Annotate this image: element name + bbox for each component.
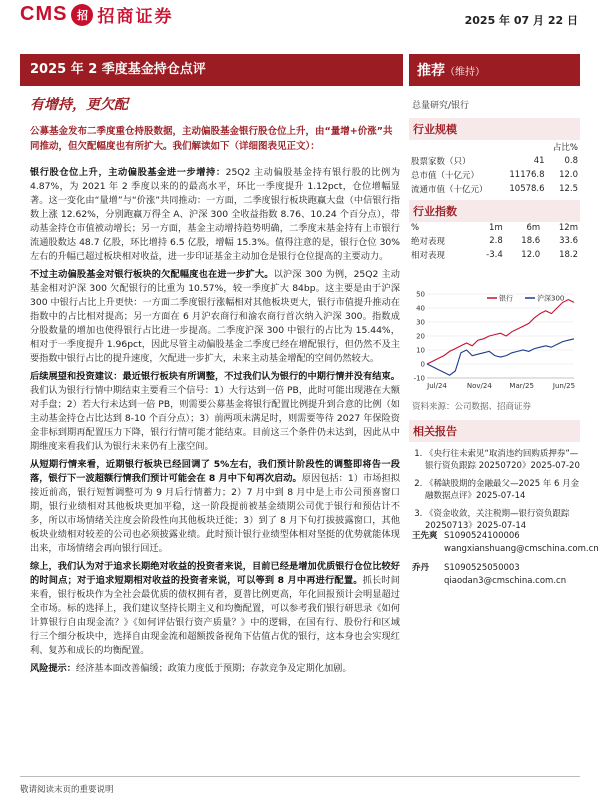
- row-label: 相对表现: [411, 251, 446, 261]
- row-value: 12.0: [521, 250, 541, 260]
- paragraph-text: 原因包括：1）市场担拟接近前高，银行短暂调整可为 9 月后行情蓄力；2）7 月中到 8 月中是上市公司预喜窗口期，银行业绩相对其他板块更加平稳，这一阶段提前被基金绩期公司优于银行和预估计不多，所以市场情绪关注度会阶段性向其他板块迁徙；3）到了 8 月下旬打拔披露窗口，其他板块业绩相对较差的公司也必须披露业绩。此时预计银行业绩型体相对坚挺的优势就能体现出来，市场情绪会再向银行回迁。: [30, 473, 400, 554]
- x-tick-label: Mar/25: [509, 382, 534, 390]
- index-chart: [409, 286, 580, 398]
- related-item[interactable]: 1. 《央行往未索见“取消违约回购质押券”—银行资负跟踪 20250720》2025-07-20: [425, 448, 580, 472]
- risk-text: 经济基本面改善偏缓；政策力度低于预期；存款竞争及定期化加剧。: [75, 663, 352, 674]
- row-value: 11176.8: [509, 170, 545, 180]
- col-header: %: [411, 223, 420, 233]
- y-tick-label: 0: [420, 360, 425, 369]
- row-label: 流通市值（十亿元）: [411, 185, 488, 195]
- cms-logo: [20, 2, 173, 27]
- analyst-id: S1090524100006: [444, 531, 520, 541]
- series-line-1: [427, 339, 574, 375]
- report-title: 2025 年 2 季度基金持仓点评: [20, 54, 403, 86]
- paragraph-lead: 综上，我们认为对于追求长期绝对收益的投资者来说，目前已经是增加优质银行仓位比较好的时间点；对于追求短期相对收益的投资者来说，可以等到 8 月中再进行配置。: [30, 561, 400, 586]
- y-tick-label: 20: [416, 332, 425, 341]
- risk-note: [30, 662, 400, 676]
- y-tick-label: 30: [416, 318, 425, 327]
- analyst-block: [412, 530, 599, 588]
- paragraph-2: [30, 268, 400, 366]
- x-tick-label: Jul/24: [427, 382, 447, 390]
- analyst-email[interactable]: wangxianshuang@cmschina.com.cn: [444, 544, 599, 554]
- row-value: 18.2: [559, 250, 578, 260]
- row-label: 绝对表现: [411, 237, 446, 247]
- row-value: 18.6: [521, 236, 541, 246]
- logo-cn-text: 招商证券: [97, 7, 174, 27]
- x-tick-label: Jun/25: [552, 382, 576, 390]
- industry-index-heading: 行业指数: [409, 200, 580, 222]
- logo-cms-text: CMS: [20, 3, 68, 25]
- row-pct: 12.0: [559, 170, 578, 180]
- related-item[interactable]: 2. 《稀缺股期的金融最父—2025 年 6 月金融数据点评》2025-07-14: [425, 478, 580, 502]
- main-body: [30, 166, 400, 680]
- paragraph-4: [30, 458, 400, 556]
- paragraph-lead: 从短期行情来看，近期银行板块已经回调了 5%左右，我们预计阶段性的调整即将告一段落，银行下一波超额行情我们预计可能会在 8 月中下旬再次启动。: [30, 459, 400, 484]
- paragraph-lead: 后续展望和投资建议：最近银行板块有所调整，不过我们认为银行的中期行情并没有结束。: [30, 371, 400, 382]
- related-item[interactable]: 3. 《资金收敛，关注税期—银行资负跟踪 20250713》2025-07-14: [425, 508, 580, 532]
- logo-seal-icon: 招: [71, 4, 93, 26]
- sector-label: 总量研究/银行: [412, 101, 470, 111]
- col-header: 6m: [526, 223, 541, 233]
- report-date: 2025 年 07 月 22 日: [464, 14, 578, 27]
- footer-note: 敬请阅读末页的重要说明: [20, 776, 580, 795]
- row-value: 2.8: [489, 236, 503, 246]
- row-label: 股票家数（只）: [411, 157, 471, 167]
- row-pct: 12.5: [559, 184, 578, 194]
- y-tick-label: 40: [416, 304, 425, 313]
- related-list: [409, 448, 580, 532]
- y-tick-label: -10: [413, 374, 425, 383]
- abstract: 公募基金发布二季度重仓持股数据，主动偏股基金银行股仓位上升，由“量增+价涨”共同推动，但欠配幅度也有所扩大。我们解读如下（详细图表见正文）：: [30, 126, 393, 152]
- col-header: 1m: [489, 223, 503, 233]
- paragraph-lead: 不过主动偏股基金对银行板块的欠配幅度也在进一步扩大。: [30, 269, 274, 280]
- paragraph-lead: 银行股仓位上升，主动偏股基金进一步增持：: [30, 167, 226, 178]
- series-line-0: [427, 300, 574, 364]
- rating-box: [409, 54, 580, 86]
- row-value: 33.6: [559, 236, 578, 246]
- col-header: 12m: [558, 223, 578, 233]
- row-pct: 0.8: [564, 156, 578, 166]
- paragraph-text: 以沪深 300 为例，25Q2 主动基金相对沪深 300 欠配银行的比重为 10.57%，较一季度扩大 84bp。这主要是由于沪深 300 中银行占比上升更快：一方面二季度银行涨幅相对其他板块更大，银行市值提升推动在指数中的占比相对提高；另一方面在 6 月沪农商行和渝农商行首次纳入沪深 300。指数成分股数量的增加也使得银行占比进一步提高。二季度沪深 300 中银行的占比为 15.44%，相对于一季度提升 1.96pct，因此尽管主动偏股基金二季度已经在增配银行，但仍然不及主要指数中银行占比的提升速度，欠配进一步扩大，未来主动基金增配的空间仍然较大。: [30, 269, 400, 364]
- analyst-2: [412, 562, 580, 575]
- paragraph-text: 抓长时间来看，银行板块作为全社会最优质的债权拥有者，夏普比例更高，年化回报预计会明显超过全市场。标的选择上，我们建议坚持长期主义和均衡配置，可以参考我们银行研思录《如何计算银行自由现金流？》《如何评估银行资产质量？》中的逻辑，在国有行、股份行和区域行三个细分板块中，选择自由现金流和超额拨备视角下估值占优的银行，这本身也会实现红利、复苏和成长的均衡配置。: [30, 575, 400, 656]
- paragraph-1: [30, 166, 400, 264]
- pct-header: 占比%: [552, 143, 578, 153]
- rating-sub: （维持）: [445, 67, 485, 78]
- table-row: [409, 234, 580, 248]
- paragraph-text: 25Q2 主动偏股基金持有银行股的比例为 4.87%，为 2021 年 2 季度以来的的最高水平，环比一季度提升 1.12pct，仓位增幅显著。这一变化由“量增”与“价涨”共同推动：一方面，二季度银行板块跑赢大盘（中信银行指数上涨 12.62%，分别跑赢万得全 A、沪深 300 全收益指数 8.76、10.24 个百分点），带动基金持仓市值被动增长；另一方面，基金主动增持趋势明确，二季度末基金持有上市银行流通股数达 48.7 亿股，环比增持 6.5 亿股，增幅 15.3%。值得注意的是，银行仓位 30%左右的升幅已超过板块相对收益，进一步印证基金主动加仓是银行仓位提高的主要动力。: [30, 167, 401, 262]
- related-reports: [409, 420, 580, 538]
- related-heading: 相关报告: [409, 420, 580, 442]
- paragraph-5: [30, 560, 400, 658]
- analyst-id: S1090525050003: [444, 563, 520, 573]
- paragraph-text: 我们认为银行行情中期结束主要看三个信号：1）大行达到一倍 PB，此时可能出现港在大额对手盘；2）若大行未达到一倍 PB，则需要公募基金将银行配置比例提升到合意的比例（如主动基金持仓占比达到 8-10 个百分点）；3）前两项未满足时，则需要等待 2027 年保险资金非标到期再配置压力下降，银行行情可能才能结束。目前这三个条件仍未达到，因此从中期维度来看我们认为银行未来仍有上涨空间。: [30, 385, 400, 452]
- industry-scale-heading: 行业规模: [409, 118, 580, 140]
- index-chart-svg: [409, 286, 580, 398]
- legend-label: 银行: [499, 294, 513, 303]
- rating-label: 推荐: [417, 63, 445, 79]
- analyst-email[interactable]: qiaodan3@cmschina.com.cn: [444, 576, 567, 586]
- table-row: [409, 248, 580, 262]
- table-row: [409, 182, 580, 196]
- analyst-name: 王先爽: [412, 531, 438, 541]
- risk-lead: 风险提示：: [30, 663, 76, 674]
- row-value: 10578.6: [509, 184, 545, 194]
- industry-scale-section: [409, 118, 580, 196]
- row-label: 总市值（十亿元）: [411, 171, 480, 181]
- industry-scale-table: [409, 140, 580, 196]
- industry-index-table: [409, 222, 580, 262]
- page-header: [0, 0, 600, 40]
- row-value: 41: [533, 156, 545, 166]
- table-row: [409, 168, 580, 182]
- x-tick-label: Nov/24: [466, 382, 492, 390]
- row-value: -3.4: [486, 250, 503, 260]
- report-subtitle: 有增持，更欠配: [30, 97, 128, 113]
- y-tick-label: 50: [416, 290, 425, 299]
- industry-index-section: [409, 200, 580, 262]
- y-tick-label: 10: [416, 346, 425, 355]
- paragraph-3: [30, 370, 400, 454]
- chart-source: 资料来源：公司数据、招商证券: [412, 402, 532, 412]
- table-row: [409, 154, 580, 168]
- analyst-1: [412, 530, 580, 543]
- legend-label: 沪深300: [537, 294, 565, 303]
- analyst-name: 乔丹: [412, 563, 430, 573]
